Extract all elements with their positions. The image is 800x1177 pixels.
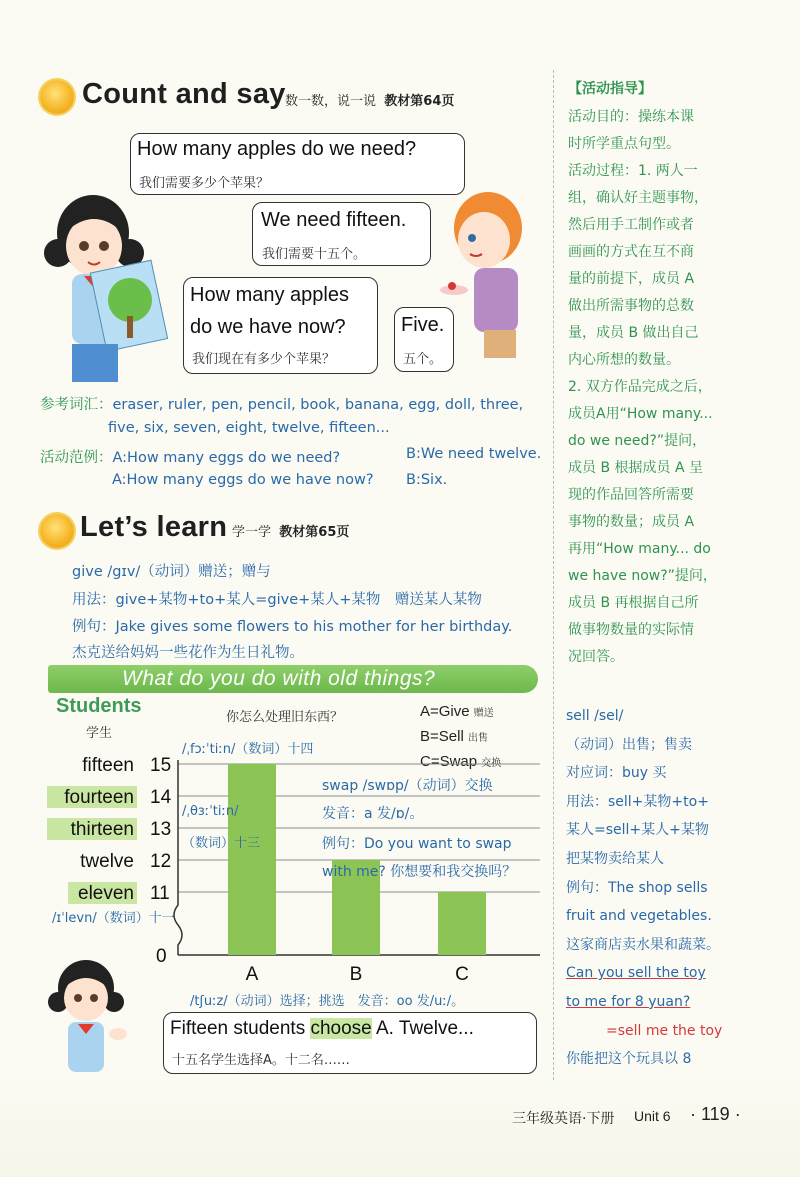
swap-pronunciation: 发音：a 发/ɒ/。 bbox=[322, 806, 424, 822]
sell-note-line: to me for 8 yuan? bbox=[566, 993, 691, 1010]
y-tick-label: 11 bbox=[150, 883, 170, 904]
bottom-bubble-en bbox=[170, 1018, 474, 1040]
swap-example-1: 例句：Do you want to swap bbox=[322, 836, 512, 852]
y-word-label: fifteen bbox=[82, 755, 134, 776]
sidebar-line: 时所学重点句型。 bbox=[568, 136, 680, 152]
give-definition: give /gɪv/（动词）赠送；赠与 bbox=[72, 564, 271, 580]
sell-note-line: （动词）出售；售卖 bbox=[566, 736, 692, 753]
sidebar-line: 量，成员 B 做出自己 bbox=[568, 325, 699, 341]
y-axis bbox=[174, 760, 182, 955]
section-title-lets-learn: Let’s learn bbox=[80, 511, 228, 543]
note-eleven: /ɪˈlevn/（数词）十一 bbox=[52, 911, 175, 926]
sell-note-line: 例句：The shop sells bbox=[566, 879, 708, 896]
y-word-label: twelve bbox=[80, 851, 134, 872]
sidebar-line: 内心所想的数量。 bbox=[568, 352, 680, 368]
y-word-label: thirteen bbox=[70, 819, 134, 840]
footer-bg bbox=[0, 1080, 800, 1177]
ref-words-label: 参考词汇： bbox=[40, 397, 113, 413]
sell-note-line: 把某物卖给某人 bbox=[566, 850, 664, 867]
sell-note-line: sell /sel/ bbox=[566, 708, 624, 724]
option-a-zh: 赠送 bbox=[473, 708, 494, 719]
bubble-4-en: Five. bbox=[401, 314, 445, 336]
sell-note-line: 这家商店卖水果和蔬菜。 bbox=[566, 936, 720, 953]
note-thirteen-ipa: /ˌθɜːˈtiːn/ bbox=[182, 804, 239, 819]
chart-question-zh: 你怎么处理旧东西？ bbox=[226, 710, 344, 725]
sell-note-line: 用法：sell+某物+to+ bbox=[566, 793, 709, 810]
sidebar-line: 做出所需事物的总数 bbox=[568, 298, 694, 314]
example-a1: A:How many eggs do we need? bbox=[112, 450, 341, 466]
speech-bubble-bottom bbox=[163, 1012, 537, 1074]
option-b-text: B=Sell bbox=[420, 728, 464, 745]
textbook-ref: 教材第64页 bbox=[384, 94, 455, 109]
y-word-label: eleven bbox=[78, 883, 134, 904]
students-zh: 学生 bbox=[86, 726, 113, 741]
footer-book: 三年级英语·下册 bbox=[512, 1111, 615, 1127]
ref-words-line1: eraser, ruler, pen, pencil, book, banana, egg, doll, three, bbox=[112, 397, 524, 413]
bubble-3-en-line1: How many apples bbox=[190, 284, 349, 306]
sidebar-line: 成员 B 根据成员 A 呈 bbox=[568, 460, 703, 476]
students-label: Students bbox=[56, 695, 142, 717]
option-b-zh: 出售 bbox=[467, 733, 488, 744]
bottom-en-choose: choose bbox=[310, 1018, 372, 1039]
sidebar-line: 做事物数量的实际情 bbox=[568, 622, 694, 638]
y-tick-label: 15 bbox=[150, 755, 172, 776]
textbook-ref-2: 教材第65页 bbox=[279, 525, 350, 540]
sidebar-guidance bbox=[568, 104, 788, 671]
bar-A bbox=[228, 764, 276, 955]
bubble-4-zh: 五个。 bbox=[403, 352, 443, 367]
y-word-label: fourteen bbox=[64, 787, 134, 808]
page-number: · 119 · bbox=[690, 1104, 741, 1124]
give-example: 例句：Jake gives some flowers to his mother for her birthday. bbox=[72, 619, 513, 635]
ref-words-line2: five, six, seven, eight, twelve, fifteen... bbox=[108, 420, 390, 436]
banner-text: What do you do with old things? bbox=[122, 667, 436, 690]
bubble-2-en: We need fifteen. bbox=[261, 209, 407, 231]
sidebar-line: 组，确认好主题事物， bbox=[568, 190, 708, 206]
sidebar-line: 量的前提下，成员 A bbox=[568, 271, 695, 287]
note-thirteen-zh: （数词）十三 bbox=[182, 836, 261, 851]
x-tick-label: C bbox=[455, 964, 469, 985]
footer-unit: Unit 6 bbox=[634, 1108, 671, 1124]
sidebar-line: 活动过程：1. 两人一 bbox=[568, 163, 698, 179]
bottom-bubble-zh: 十五名学生选择A。十二名…… bbox=[172, 1053, 350, 1068]
option-c-zh: 交换 bbox=[481, 758, 502, 769]
example-label: 活动范例： bbox=[40, 450, 113, 466]
sidebar-line: 成员A用“How many... bbox=[568, 406, 713, 422]
sidebar-sell-notes bbox=[566, 702, 786, 1102]
sidebar-line: 成员 B 再根据自己所 bbox=[568, 595, 699, 611]
sidebar-line: 再用“How many... do bbox=[568, 541, 711, 557]
example-b2: B:Six. bbox=[406, 472, 448, 488]
girl-small-illustration bbox=[46, 952, 146, 1082]
bubble-3-en-line2: do we have now? bbox=[190, 316, 346, 338]
sidebar-line: 画画的方式在互不商 bbox=[568, 244, 694, 260]
option-a-text: A=Give bbox=[420, 703, 470, 720]
sell-note-line: fruit and vegetables. bbox=[566, 908, 712, 925]
y-tick-label: 13 bbox=[150, 819, 172, 840]
bar-C bbox=[438, 892, 486, 955]
sidebar-divider bbox=[553, 70, 555, 1080]
sell-note-line: Can you sell the toy bbox=[566, 965, 706, 982]
y-tick-label: 12 bbox=[150, 851, 172, 872]
x-tick-label: B bbox=[349, 964, 363, 985]
bottom-en-part2: A. Twelve... bbox=[376, 1018, 474, 1039]
sidebar-line: 现的作品回答所需要 bbox=[568, 487, 694, 503]
x-tick-label: A bbox=[245, 964, 259, 985]
sell-note-line: =sell me the toy bbox=[606, 1022, 723, 1039]
bubble-3-zh: 我们现在有多少个苹果？ bbox=[192, 352, 336, 367]
sidebar-line: 2. 双方作品完成之后， bbox=[568, 379, 712, 395]
sidebar-line: 活动目的：操练本课 bbox=[568, 109, 694, 125]
choose-note: /tʃuːz/（动词）选择；挑选 发音：oo 发/uː/。 bbox=[190, 994, 465, 1009]
bubble-1-en: How many apples do we need? bbox=[137, 138, 417, 160]
sell-note-line: 你能把这个玩具以 8 bbox=[566, 1051, 692, 1068]
example-b1: B:We need twelve. bbox=[406, 446, 542, 462]
sell-note-line: 某人=sell+某人+某物 bbox=[566, 822, 709, 839]
option-c-text: C=Swap bbox=[420, 753, 478, 770]
example-a2: A:How many eggs do we have now? bbox=[112, 472, 374, 488]
bottom-en-part1: Fifteen students bbox=[170, 1018, 306, 1039]
sidebar-line: 况回答。 bbox=[568, 649, 624, 665]
sell-note-line: 对应词：buy 买 bbox=[566, 765, 667, 782]
subtitle-zh-2: 学一学 bbox=[232, 525, 272, 540]
swap-definition: swap /swɒp/（动词）交换 bbox=[322, 778, 493, 794]
sidebar-line: we have now?”提问， bbox=[568, 568, 717, 584]
swap-example-2: with me? 你想要和我交换吗？ bbox=[322, 864, 517, 880]
subtitle-zh: 数一数，说一说 bbox=[285, 94, 377, 109]
note-fourteen: /ˌfɔːˈtiːn/（数词）十四 bbox=[182, 742, 314, 757]
sidebar-line: 事物的数量；成员 A bbox=[568, 514, 695, 530]
sidebar-header: 【活动指导】 bbox=[568, 81, 652, 97]
y-tick-label: 14 bbox=[150, 787, 172, 808]
bubble-2-zh: 我们需要十五个。 bbox=[262, 247, 367, 262]
sidebar-line: do we need?”提问， bbox=[568, 433, 707, 449]
y-tick-label-zero: 0 bbox=[156, 946, 167, 967]
bubble-1-zh: 我们需要多少个苹果？ bbox=[139, 176, 270, 191]
give-example-zh: 杰克送给妈妈一些花作为生日礼物。 bbox=[72, 645, 304, 661]
section-title-count-say: Count and say bbox=[82, 78, 286, 110]
give-usage: 用法：give+某物+to+某人=give+某人+某物 赠送某人某物 bbox=[72, 592, 482, 608]
sidebar-line: 然后用手工制作或者 bbox=[568, 217, 694, 233]
